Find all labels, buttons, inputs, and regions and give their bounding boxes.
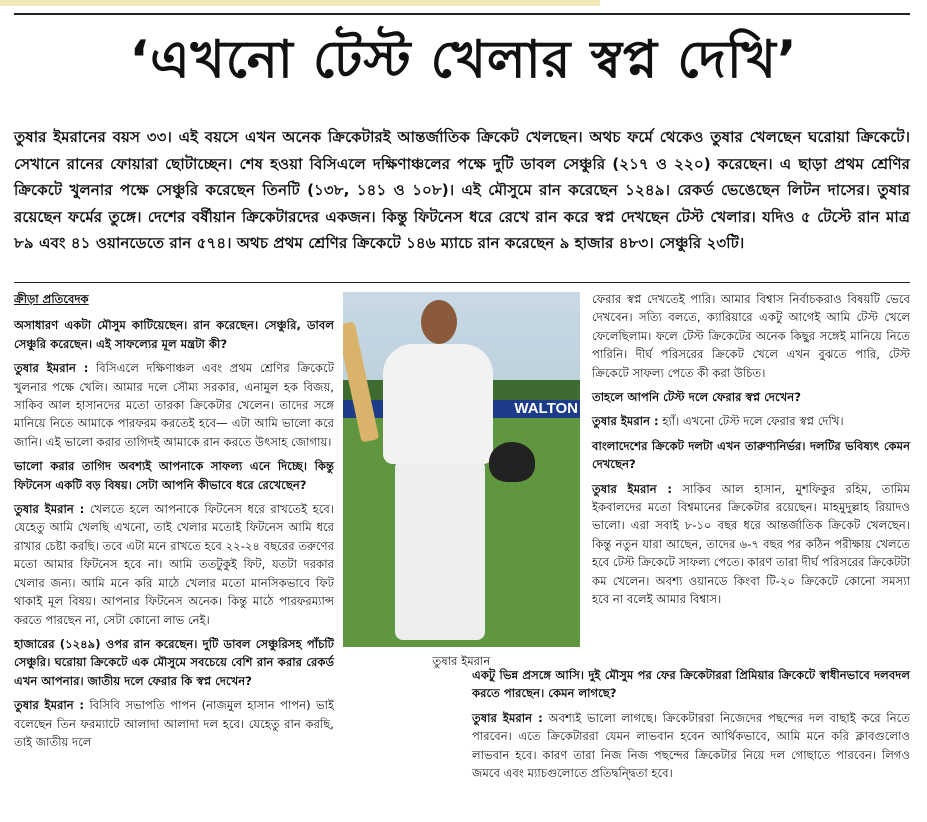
answer-text: হ্যাঁ। এখনো টেস্ট দলে ফেরার স্বপ্ন দেখি।	[662, 414, 844, 429]
headline: ‘এখনো টেস্ট খেলার স্বপ্ন দেখি’	[129, 30, 798, 90]
column-right	[592, 290, 910, 615]
question: তাহলে আপনি টেস্ট দলে ফেরার স্বপ্ন দেখেন?	[592, 390, 801, 405]
answer-continued: ফেরার স্বপ্ন দেখতেই পারি। আমার বিশ্বাস নির্বাচকরাও বিষয়টি ভেবে দেখবেন। সত্যি বলতে, ক্যারিয়ারে একটু আগেই আমি টেস্ট খেলে ফেলেছিলাম। ফলে টেস্ট ক্রিকেটের অনেক কিছুর সঙ্গেই মানিয়ে নিতে পারিনি। দীর্ঘ পরিসরের ক্রিকেট খেলে এখন বুঝতে পারি, টেস্ট ক্রিকেটে সাফল্য পেতে কী করা উচিত।	[592, 292, 910, 380]
question: একটু ভিন্ন প্রসঙ্গে আসি। দুই মৌসুম পর ফের ক্রিকেটাররা প্রিমিয়ার ক্রিকেটে স্বাধীনভাবে দলবদল করতে পারছেন। কেমন লাগছে?	[472, 668, 910, 701]
answer-text: বিসিএলে দক্ষিণাঞ্চল এবং প্রথম শ্রেণির ক্রিকেটে খুলনার পক্ষে খেলি। আমার দলে সৌম্য সরকার, এনামুল হক বিজয়, সাকিব আল হাসানদের মতো তারকা ক্রিকেটার খেলেন। তাদের সঙ্গে মানিয়ে নিতে আমাকে পারফরম করতেই হবে— এটা আমি ভালো করে জানি। এই ভালো করার তাগিদই আমাকে রান করতে উৎসাহ জোগায়।	[14, 361, 335, 449]
answer-text: সাকিব আল হাসান, মুশফিকুর রহিম, তামিম ইকবালদের মতো বিশ্বমানের ক্রিকেটার রয়েছেন। মাহমুদুল্লাহ রিয়াদও ভালো। এরা সবাই ৮-১০ বছর ধরে আন্তর্জাতিক ক্রিকেট খেলছেন। কিন্তু নতুন যারা আছেন, তাদের ৬-৭ বছর পর কঠিন পরীক্ষায় খেলতে হবে টেস্ট ক্রিকেটে সাফল্য পেতে। কারণ তারা দীর্ঘ পরিসরের ক্রিকেটটা কম খেলেন। অবশ্য ওয়ানডে কিংবা টি-২০ ক্রিকেটে কোনো সমস্যা হবে না বলেই আমার বিশ্বাস।	[592, 481, 910, 607]
helmet-shape	[489, 442, 535, 482]
answer	[592, 480, 910, 609]
question: ভালো করার তাগিদ অবশ্যই আপনাকে সাফল্য এনে দিচ্ছে। কিন্তু ফিটনেস একটি বড় বিষয়। সেটা আপনি কীভাবে ধরে রেখেছেন?	[14, 459, 334, 492]
banner-text: WALTON	[514, 400, 578, 417]
photo-caption: তুষার ইমরান	[432, 654, 491, 668]
lead-paragraph: তুষার ইমরানের বয়স ৩৩। এই বয়সে এখন অনেক ক্রিকেটারই আন্তর্জাতিক ক্রিকেট খেলছেন। অথচ ফর্মে থেকেও তুষার খেলছেন ঘরোয়া ক্রিকেটে। সেখানে রানের ফোয়ারা ছোটাচ্ছেন। শেষ হওয়া বিসিএলে দক্ষিণাঞ্চলের পক্ষে দুটি ডাবল সেঞ্চুরি (২১৭ ও ২২০) করেছেন। এ ছাড়া প্রথম শ্রেণির ক্রিকেটে খুলনার পক্ষে সেঞ্চুরি করেছেন তিনটি (১৩৮, ১৪১ ও ১০৮)। এই মৌসুমে রান করেছেন ১২৪৯। রেকর্ড ভেঙেছেন লিটন দাসের। তুষার রয়েছেন ফর্মের তুঙ্গে। দেশের বর্ষীয়ান ক্রিকেটারদের একজন। কিন্তু ফিটনেস ধরে রেখে রান করে স্বপ্ন দেখছেন টেস্ট খেলার। যদিও ৫ টেস্টে রান মাত্র ৮৯ এবং ৪১ ওয়ানডেতে রান ৫৭৪। অথচ প্রথম শ্রেণির ক্রিকেটে ১৪৬ ম্যাচে রান করেছেন ৯ হাজার ৪৮৩। সেঞ্চুরি ২৩টি।	[14, 128, 910, 252]
answer-text: খেলতে হলে আপনাকে ফিটনেস ধরে রাখতেই হবে। যেহেতু আমি খেলছি এখনো, তাই খেলার মতোই ফিটনেস আমি ধরে রাখার চেষ্টা করছি। তবে এটা মনে রাখতে হবে ২২-২৪ বছরের তরুণের মতো আমার ফিটনেস হবে না। আমি ততটুকুই ফিট, যতটা দরকার খেলার জন্য। আমি মনে করি মাঠে খেলার মতো মানসিকভাবে ফিট থাকাই মূল বিষয়। আপনার ফিটনেস অনেক। কিন্তু মাঠে পারফরম্যান্স করতে পারছেন না, সেটা কোনো লাভ নেই।	[14, 502, 335, 627]
player-head	[421, 300, 457, 344]
speaker-label: তুষার ইমরান :	[592, 414, 659, 429]
speaker-label: তুষার ইমরান :	[472, 710, 543, 725]
player-torso	[383, 344, 493, 464]
answer	[592, 412, 910, 430]
answer	[14, 359, 334, 451]
answer	[14, 696, 334, 751]
speaker-label: তুষার ইমরান :	[14, 361, 89, 376]
speaker-label: তুষার ইমরান :	[592, 481, 672, 496]
question: অসাধারণ একটা মৌসুম কাটিয়েছেন। রান করেছেন। সেঞ্চুরি, ডাবল সেঞ্চুরি করেছেন। এই সাফল্যের মূল মন্ত্রটা কী?	[14, 318, 334, 351]
byline: ক্রীড়া প্রতিবেদক	[14, 292, 89, 306]
column-left	[14, 290, 334, 757]
question: হাজারের (১২৪৯) ওপর রান করেছেন। দুটি ডাবল সেঞ্চুরিসহ পাঁচটি সেঞ্চুরি। ঘরোয়া ক্রিকেটে এক মৌসুমে সবচেয়ে বেশি রান করার রেকর্ড এখন আপনার। জাতীয় দলে ফেরার কি স্বপ্ন দেখেন?	[14, 636, 334, 688]
top-rule	[14, 13, 910, 15]
bottom-interview-block	[472, 666, 910, 788]
question: বাংলাদেশের ক্রিকেট দলটা এখন তারুণ্যনির্ভর। দলটির ভবিষ্যৎ কেমন দেখছেন?	[592, 438, 910, 472]
answer-text: বিসিবি সভাপতি পাপন (নাজমুল হাসান পাপন) ভাই বলেছেন তিন ফরম্যাটে আলাদা আলাদা দল হবে। যেহেতু রান করছি, তাই জাতীয় দলে	[14, 698, 335, 749]
speaker-label: তুষার ইমরান :	[14, 502, 85, 517]
top-color-strip	[0, 0, 600, 6]
answer	[14, 500, 334, 629]
lead-rule	[14, 282, 910, 283]
player-photo	[343, 292, 580, 647]
answer-text: অবশ্যই ভালো লাগছে। ক্রিকেটাররা নিজেদের পছন্দের দল বাছাই করে নিতে পারবেন। এতে ক্রিকেটাররা যেমন লাভবান হবেন আর্থিকভাবে, আমি মনে করি ক্লাবগুলোও লাভবান হবে। কারণ তারা নিজ নিজ পছন্দের ক্রিকেটার নিয়ে দল গোছাতে পারবেন। লিগও জমবে এবং ম্যাচগুলোতে প্রতিদ্বন্দ্বিতা হবে।	[472, 710, 910, 781]
speaker-label: তুষার ইমরান :	[14, 698, 85, 713]
player-legs	[395, 460, 485, 640]
answer	[472, 709, 910, 783]
